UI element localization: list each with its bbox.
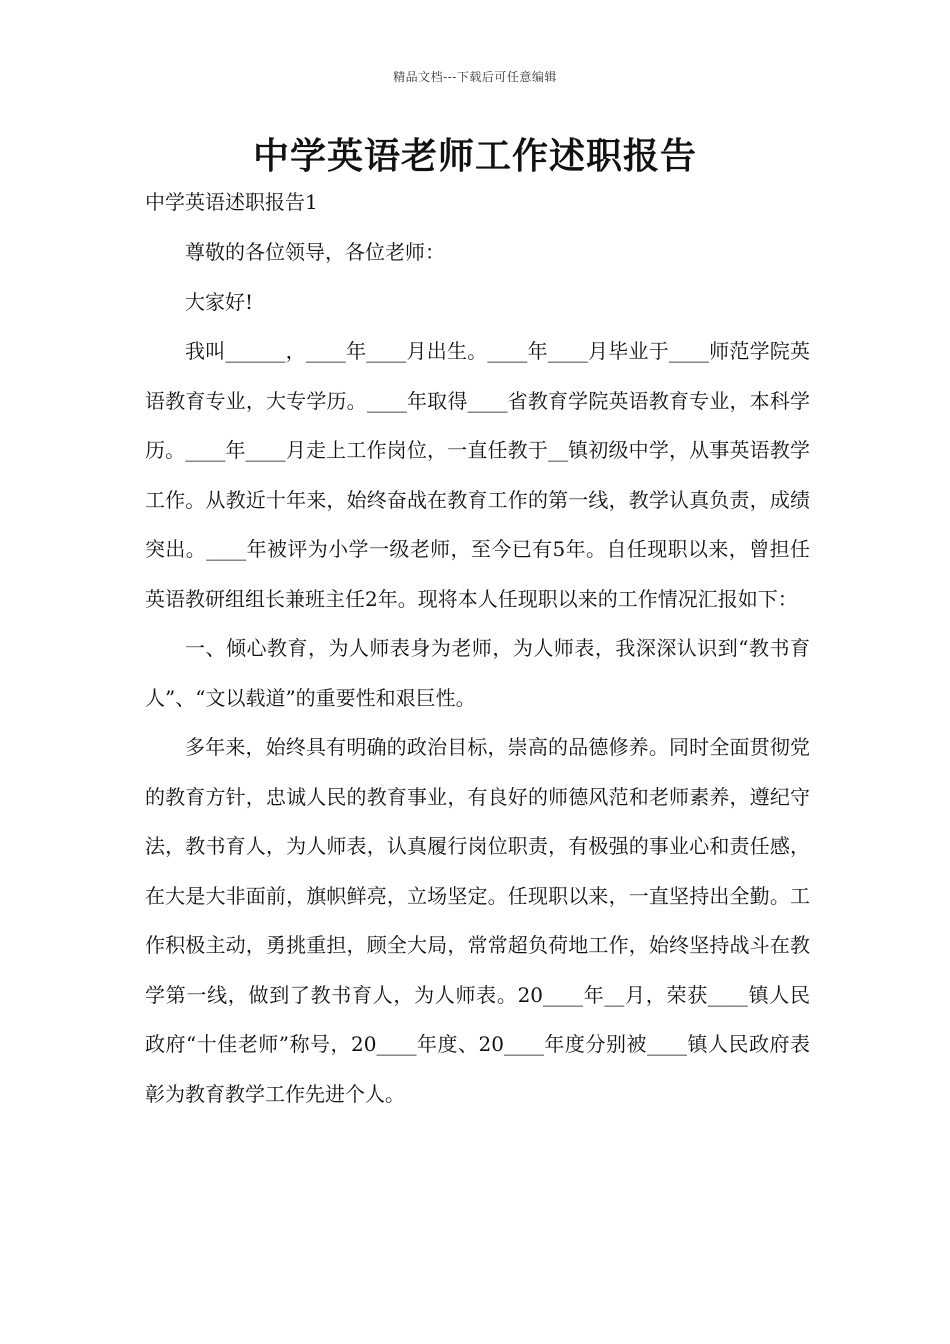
document-body xyxy=(145,228,810,1119)
conduct-paragraph: 多年来，始终具有明确的政治目标，崇高的品德修养。同时全面贯彻党的教育方针，忠诚人民的教育事业，有良好的师德风范和老师素养，遵纪守法，教书育人，为人师表，认真履行岗位职责，有极强的事业心和责任感，在大是大非面前，旗帜鲜亮，立场坚定。任现职以来，一直坚持出全勤。工作积极主动，勇挑重担，顾全大局，常常超负荷地工作，始终坚持战斗在教学第一线，做到了教书育人，为人师表。20____年__月，荣获____镇人民政府“十佳老师”称号，20____年度、20____年度分别被____镇人民政府表彰为教育教学工作先进个人。 xyxy=(145,735,810,1106)
page-header-note: 精品文档---下载后可任意编辑 xyxy=(393,70,557,84)
section-one-paragraph: 一、倾心教育，为人师表身为老师，为人师表，我深深认识到“教书育人”、“文以载道”的重要性和艰巨性。 xyxy=(145,636,810,710)
document-title: 中学英语老师工作述职报告 xyxy=(252,135,697,177)
section-subtitle: 中学英语述职报告1 xyxy=(145,190,318,214)
greeting-paragraph: 大家好! xyxy=(185,289,254,314)
salutation-paragraph: 尊敬的各位领导，各位老师： xyxy=(185,240,445,264)
introduction-paragraph: 我叫______，____年____月出生。____年____月毕业于____师范学院英语教育专业，大专学历。____年取得____省教育学院英语教育专业，本科学历。____年____月走上工作岗位，一直任教于__镇初级中学，从事英语教学工作。从教近十年来，始终奋战在教育工作的第一线，教学认真负责，成绩突出。____年被评为小学一级老师，至今已有5年。自任现职以来，曾担任英语教研组组长兼班主任2年。现将本人任现职以来的工作情况汇报如下： xyxy=(145,339,810,611)
